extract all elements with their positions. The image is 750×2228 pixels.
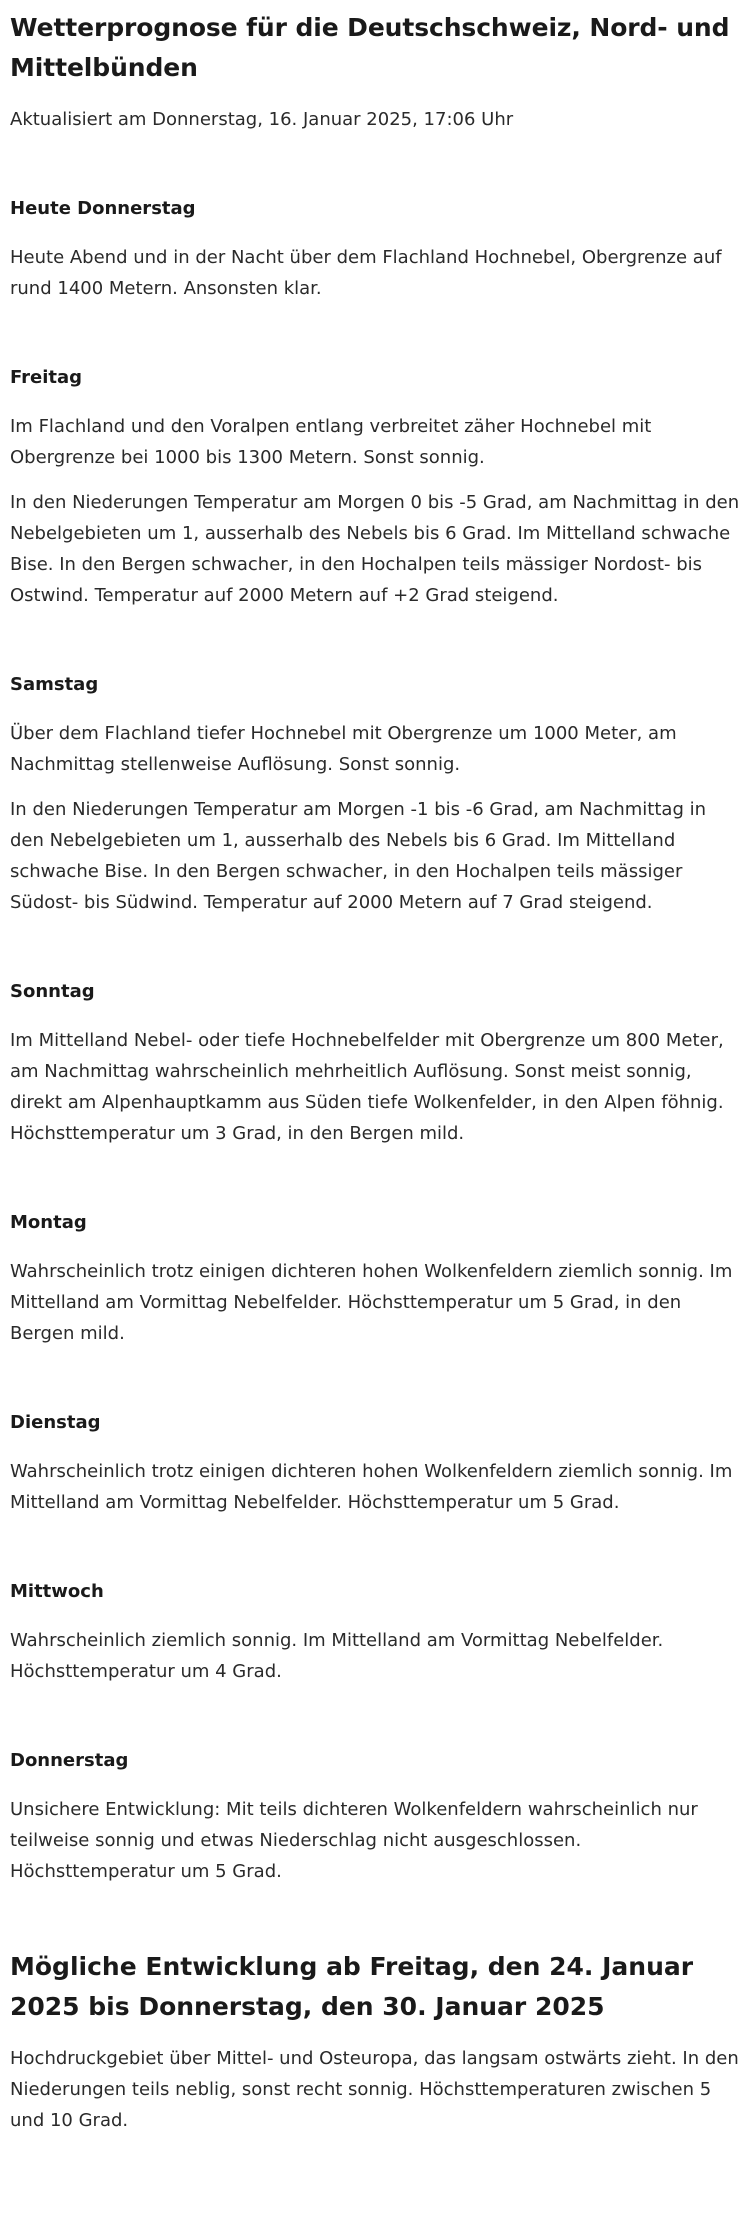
day-title: Heute Donnerstag: [10, 198, 196, 219]
outlook-title: Mögliche Entwicklung ab Freitag, den 24. Januar 2025 bis Donnerstag, den 30. Januar 2025: [10, 1952, 694, 2021]
day-text: Wahrscheinlich ziemlich sonnig. Im Mittelland am Vormittag Nebelfelder. Höchsttemperatur um 4 Grad.: [10, 1630, 664, 1682]
day-text: Im Flachland und den Voralpen entlang verbreitet zäher Hochnebel mit Obergrenze bei 1000 bis 1300 Metern. Sonst sonnig.: [10, 416, 652, 468]
day-forecast-sunday: [10, 976, 740, 1149]
day-title: Donnerstag: [10, 1750, 129, 1771]
day-text-detail: In den Niederungen Temperatur am Morgen -1 bis -6 Grad, am Nachmittag in den Nebelgebieten um 1, ausserhalb des Nebels bis 6 Grad. Im Mittelland schwache Bise. In den Bergen schwacher, in den Hochalpen teils mässiger Südost- bis Südwind. Temperatur auf 2000 Metern auf 7 Grad steigend.: [10, 799, 706, 913]
outlook-section: [10, 1947, 740, 2136]
day-title: Montag: [10, 1212, 87, 1233]
day-text: Heute Abend und in der Nacht über dem Flachland Hochnebel, Obergrenze auf rund 1400 Metern. Ansonsten klar.: [10, 247, 722, 299]
day-title: Sonntag: [10, 981, 95, 1002]
day-text: Wahrscheinlich trotz einigen dichteren hohen Wolkenfeldern ziemlich sonnig. Im Mittelland am Vormittag Nebelfelder. Höchsttemperatur um 5 Grad, in den Bergen mild.: [10, 1261, 733, 1344]
outlook-text: Hochdruckgebiet über Mittel- und Osteuropa, das langsam ostwärts zieht. In den Niederungen teils neblig, sonst recht sonnig. Höchsttemperaturen zwischen 5 und 10 Grad.: [10, 2048, 739, 2131]
day-forecast-wednesday: [10, 1576, 740, 1687]
day-text: Wahrscheinlich trotz einigen dichteren hohen Wolkenfeldern ziemlich sonnig. Im Mittelland am Vormittag Nebelfelder. Höchsttemperatur um 5 Grad.: [10, 1461, 733, 1513]
day-text: Im Mittelland Nebel- oder tiefe Hochnebelfelder mit Obergrenze um 800 Meter, am Nachmittag wahrscheinlich mehrheitlich Auflösung. Sonst meist sonnig, direkt am Alpenhauptkamm aus Süden tiefe Wolkenfelder, in den Alpen föhnig. Höchsttemperatur um 3 Grad, in den Bergen mild.: [10, 1030, 724, 1144]
day-title: Mittwoch: [10, 1581, 104, 1602]
day-title: Freitag: [10, 367, 83, 388]
day-forecast-today: [10, 193, 740, 304]
day-forecast-monday: [10, 1207, 740, 1349]
daily-forecast-list: [10, 193, 740, 1887]
day-forecast-tuesday: [10, 1407, 740, 1518]
day-title: Dienstag: [10, 1412, 101, 1433]
day-text: Über dem Flachland tiefer Hochnebel mit Obergrenze um 1000 Meter, am Nachmittag stellenweise Auflösung. Sonst sonnig.: [10, 723, 677, 775]
day-forecast-friday: [10, 362, 740, 611]
day-text-detail: In den Niederungen Temperatur am Morgen 0 bis -5 Grad, am Nachmittag in den Nebelgebieten um 1, ausserhalb des Nebels bis 6 Grad. Im Mittelland schwache Bise. In den Bergen schwacher, in den Hochalpen teils mässiger Nordost- bis Ostwind. Temperatur auf 2000 Metern auf +2 Grad steigend.: [10, 492, 740, 606]
updated-timestamp: Aktualisiert am Donnerstag, 16. Januar 2025, 17:06 Uhr: [10, 109, 514, 130]
day-forecast-thursday: [10, 1745, 740, 1887]
day-forecast-saturday: [10, 669, 740, 918]
day-title: Samstag: [10, 674, 99, 695]
page-title: Wetterprognose für die Deutschschweiz, Nord- und Mittelbünden: [10, 13, 730, 82]
day-text: Unsichere Entwicklung: Mit teils dichteren Wolkenfeldern wahrscheinlich nur teilweise sonnig und etwas Niederschlag nicht ausgeschlossen. Höchsttemperatur um 5 Grad.: [10, 1799, 698, 1882]
